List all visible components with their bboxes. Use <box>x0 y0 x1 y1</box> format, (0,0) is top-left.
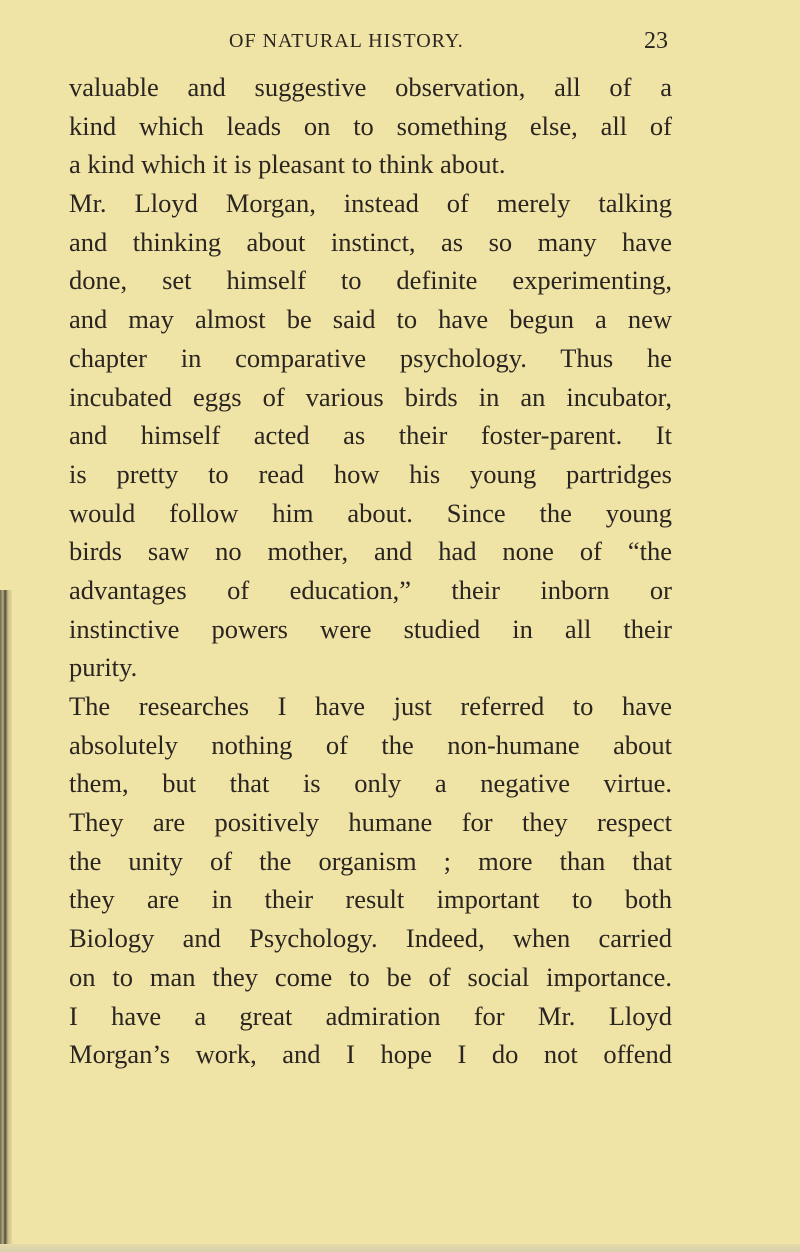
body-text <box>69 68 672 1074</box>
text-line: They are positively humane for they respect <box>69 807 672 838</box>
text-line: on to man they come to be of social importance. <box>69 961 672 992</box>
text-line: advantages of education,” their inborn or <box>69 574 672 605</box>
page-bottom-edge <box>0 1244 800 1252</box>
text-line: Biology and Psychology. Indeed, when carried <box>69 923 672 954</box>
text-line: chapter in comparative psychology. Thus he <box>69 342 672 373</box>
text-line: and may almost be said to have begun a new <box>69 304 672 335</box>
text-line: done, set himself to definite experimenting, <box>69 265 672 296</box>
text-line: The researches I have just referred to have <box>69 691 672 721</box>
text-line: birds saw no mother, and had none of “the <box>69 536 672 567</box>
text-line: Mr. Lloyd Morgan, instead of merely talking <box>69 188 672 219</box>
text-line: Morgan’s work, and I hope I do not offend <box>69 1039 672 1070</box>
text-line: them, but that is only a negative virtue. <box>69 768 672 799</box>
text-line: purity. <box>69 652 138 683</box>
text-line: they are in their result important to both <box>69 884 672 915</box>
text-line: absolutely nothing of the non-humane about <box>69 729 672 760</box>
text-line: would follow him about. Since the young <box>69 497 672 528</box>
text-line: and himself acted as their foster-parent. It <box>69 420 672 451</box>
text-line: incubated eggs of various birds in an incubator, <box>69 381 672 412</box>
text-line: kind which leads on to something else, all of <box>69 110 672 141</box>
text-line: the unity of the organism ; more than that <box>69 845 672 876</box>
text-line: I have a great admiration for Mr. Lloyd <box>69 1000 672 1031</box>
text-line: instinctive powers were studied in all their <box>69 613 672 644</box>
text-line: valuable and suggestive observation, all of a <box>69 72 672 102</box>
text-line: a kind which it is pleasant to think about. <box>69 149 506 180</box>
running-title: OF NATURAL HISTORY. <box>229 30 464 52</box>
text-line: is pretty to read how his young partridges <box>69 458 672 489</box>
page-number: 23 <box>644 28 668 54</box>
book-binding-edge <box>0 590 12 1252</box>
text-line: and thinking about instinct, as so many have <box>69 226 672 257</box>
